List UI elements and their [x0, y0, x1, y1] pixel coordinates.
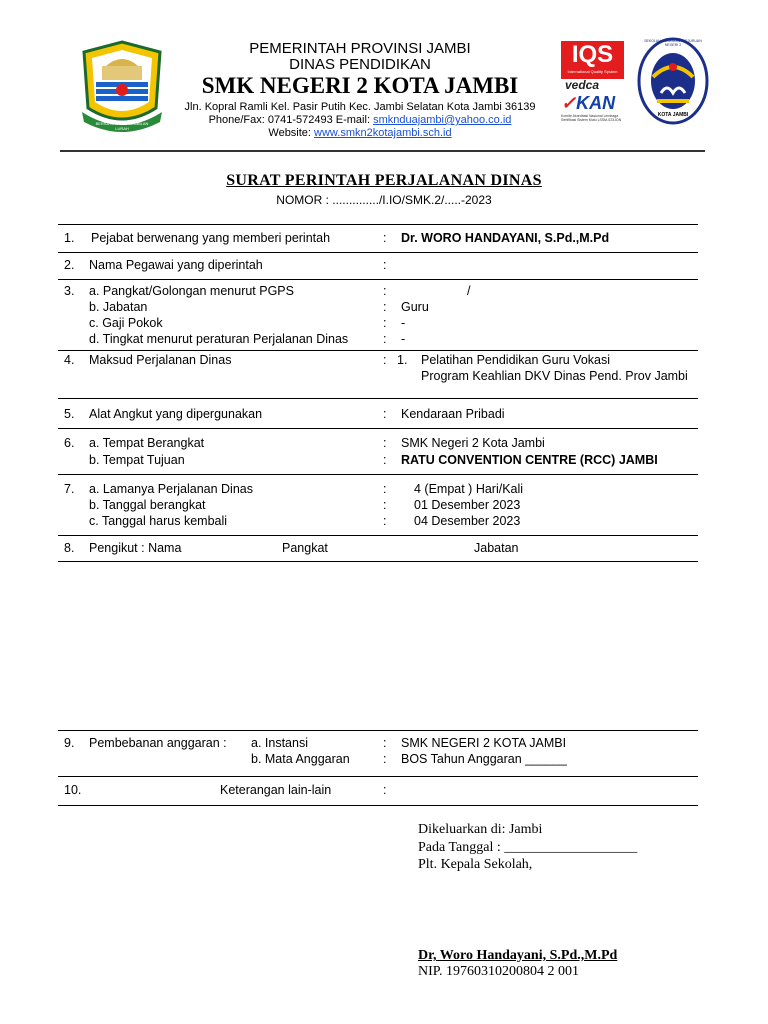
- item-number: 2.: [64, 258, 75, 272]
- item-value: Guru: [401, 300, 429, 314]
- item-value: 04 Desember 2023: [414, 514, 521, 528]
- item-label: b. Jabatan: [89, 300, 148, 314]
- school-name: SMK NEGERI 2 KOTA JAMBI: [201, 73, 519, 98]
- item-number: 3.: [64, 284, 75, 298]
- logo-ring-text: SEKOLAH MENENGAH KEJURUAN NEGERI 2: [644, 39, 702, 47]
- iqs-logo: [561, 41, 624, 79]
- item-value: Program Keahlian DKV Dinas Pend. Prov Jambi: [421, 369, 688, 383]
- phone-text: Phone/Fax: 0741-572493 E-mail:: [208, 114, 374, 126]
- table-line: [58, 350, 698, 351]
- iqs-logo-text: IQS: [571, 41, 614, 68]
- table-line: [58, 398, 698, 399]
- item-label: Maksud Perjalanan Dinas: [89, 353, 232, 367]
- table-line: [58, 474, 698, 475]
- item-colon: :: [383, 736, 387, 750]
- item-value: SMK Negeri 2 Kota Jambi: [401, 436, 545, 450]
- school-address: Jln. Kopral Ramli Kel. Pasir Putih Kec. Jambi Selatan Kota Jambi 36139: [184, 101, 536, 113]
- item-value: Dr. WORO HANDAYANI, S.Pd.,M.Pd: [401, 231, 610, 245]
- item-colon: :: [383, 453, 387, 467]
- issued-date: Pada Tanggal : ___________________: [418, 840, 638, 855]
- email-link[interactable]: smknduajambi@yahoo.co.id: [373, 114, 512, 126]
- signatory-name: Dr, Woro Handayani, S.Pd.,M.Pd: [418, 948, 618, 963]
- vedca-logo: vedca: [565, 78, 600, 92]
- item-value: Pelatihan Pendidikan Guru Vokasi: [421, 353, 611, 367]
- item-colon: :: [383, 407, 387, 421]
- item-number: 9.: [64, 736, 75, 750]
- issued-place: Dikeluarkan di: Jambi: [418, 822, 543, 837]
- document-number: NOMOR : ............../I.IO/SMK.2/.....-2023: [276, 193, 492, 207]
- signatory-role: Plt. Kepala Sekolah,: [418, 857, 533, 872]
- item-label: Nama Pegawai yang diperintah: [89, 258, 263, 272]
- item-value: BOS Tahun Anggaran ______: [401, 752, 567, 766]
- item-label: a. Lamanya Perjalanan Dinas: [89, 482, 253, 496]
- table-line: [58, 776, 698, 777]
- item-label: b. Tempat Tujuan: [89, 453, 185, 467]
- item-value: SMK NEGERI 2 KOTA JAMBI: [401, 736, 567, 750]
- item-number: 5.: [64, 407, 75, 421]
- table-line: [58, 224, 698, 225]
- item-sublabel: a. Instansi: [251, 736, 308, 750]
- item-colon: :: [383, 482, 387, 496]
- iqs-logo-subtext: International Quality System: [567, 69, 618, 74]
- item-colon: :: [383, 783, 387, 797]
- item-value: /: [467, 284, 471, 298]
- item-subnumber: 1.: [397, 353, 408, 367]
- item-value: -: [401, 332, 406, 346]
- item-colon: :: [383, 436, 387, 450]
- item-number: 4.: [64, 353, 75, 367]
- column-header-pangkat: Pangkat: [282, 541, 328, 555]
- item-label: Pembebanan anggaran :: [89, 736, 227, 750]
- item-label: a. Pangkat/Golongan menurut PGPS: [89, 284, 294, 298]
- column-header-jabatan: Jabatan: [474, 541, 519, 555]
- item-number: 1.: [64, 231, 75, 245]
- item-number: 6.: [64, 436, 75, 450]
- table-line: [58, 730, 698, 731]
- item-colon: :: [383, 332, 387, 346]
- item-number: 8.: [64, 541, 75, 555]
- table-line: [58, 252, 698, 253]
- item-colon: :: [383, 231, 387, 245]
- item-value: Kendaraan Pribadi: [401, 407, 505, 421]
- item-value: RATU CONVENTION CENTRE (RCC) JAMBI: [401, 453, 658, 467]
- government-line: PEMERINTAH PROVINSI JAMBI: [249, 40, 471, 57]
- item-label: Pejabat berwenang yang memberi perintah: [91, 231, 331, 245]
- item-colon: :: [383, 258, 387, 272]
- website-line: [170, 126, 550, 140]
- item-colon: :: [383, 353, 387, 367]
- kan-logo-text: KAN: [576, 93, 616, 113]
- item-label: Alat Angkut yang dipergunakan: [89, 407, 263, 421]
- header-divider: [60, 150, 705, 152]
- item-value: 01 Desember 2023: [414, 498, 521, 512]
- item-number: 10.: [64, 783, 82, 797]
- item-colon: :: [383, 498, 387, 512]
- item-value: -: [401, 316, 406, 330]
- table-line: [58, 805, 698, 806]
- contact-line: [170, 113, 550, 127]
- item-number: 7.: [64, 482, 75, 496]
- item-label: c. Gaji Pokok: [89, 316, 163, 330]
- item-colon: :: [383, 284, 387, 298]
- smk-school-logo: [637, 37, 709, 125]
- table-line: [58, 428, 698, 429]
- logo-banner-text: BERSATU JAMBI SEMBILAN LURAH: [95, 121, 149, 131]
- kan-logo: [561, 93, 627, 122]
- item-colon: :: [383, 316, 387, 330]
- website-link[interactable]: www.smkn2kotajambi.sch.id: [314, 127, 452, 139]
- document-title: SURAT PERINTAH PERJALANAN DINAS: [226, 172, 542, 189]
- signatory-nip: NIP. 19760310200804 2 001: [418, 964, 580, 979]
- item-colon: :: [383, 752, 387, 766]
- table-line: [58, 561, 698, 562]
- item-sublabel: b. Mata Anggaran: [251, 752, 350, 766]
- item-label: c. Tanggal harus kembali: [89, 514, 228, 528]
- item-value: 4 (Empat ) Hari/Kali: [414, 482, 524, 496]
- department-line: DINAS PENDIDIKAN: [289, 56, 431, 73]
- table-line: [58, 535, 698, 536]
- item-label: b. Tanggal berangkat: [89, 498, 206, 512]
- jambi-province-logo: [76, 38, 168, 138]
- item-label: Pengikut : Nama: [89, 541, 182, 555]
- kan-check-icon: ✓: [561, 93, 577, 113]
- item-label: Keterangan lain-lain: [220, 783, 332, 797]
- item-colon: :: [383, 300, 387, 314]
- item-colon: :: [383, 514, 387, 528]
- item-label: a. Tempat Berangkat: [89, 436, 205, 450]
- website-label: Website:: [268, 127, 315, 139]
- logo-bottom-text: KOTA JAMBI: [657, 112, 689, 118]
- item-label: d. Tingkat menurut peraturan Perjalanan Dinas: [89, 332, 349, 346]
- kan-subtext: Komite Akreditasi Nasional Lembaga Sertifikasi Sistem Mutu LSSM-023-IDN: [561, 114, 622, 122]
- table-line: [58, 279, 698, 280]
